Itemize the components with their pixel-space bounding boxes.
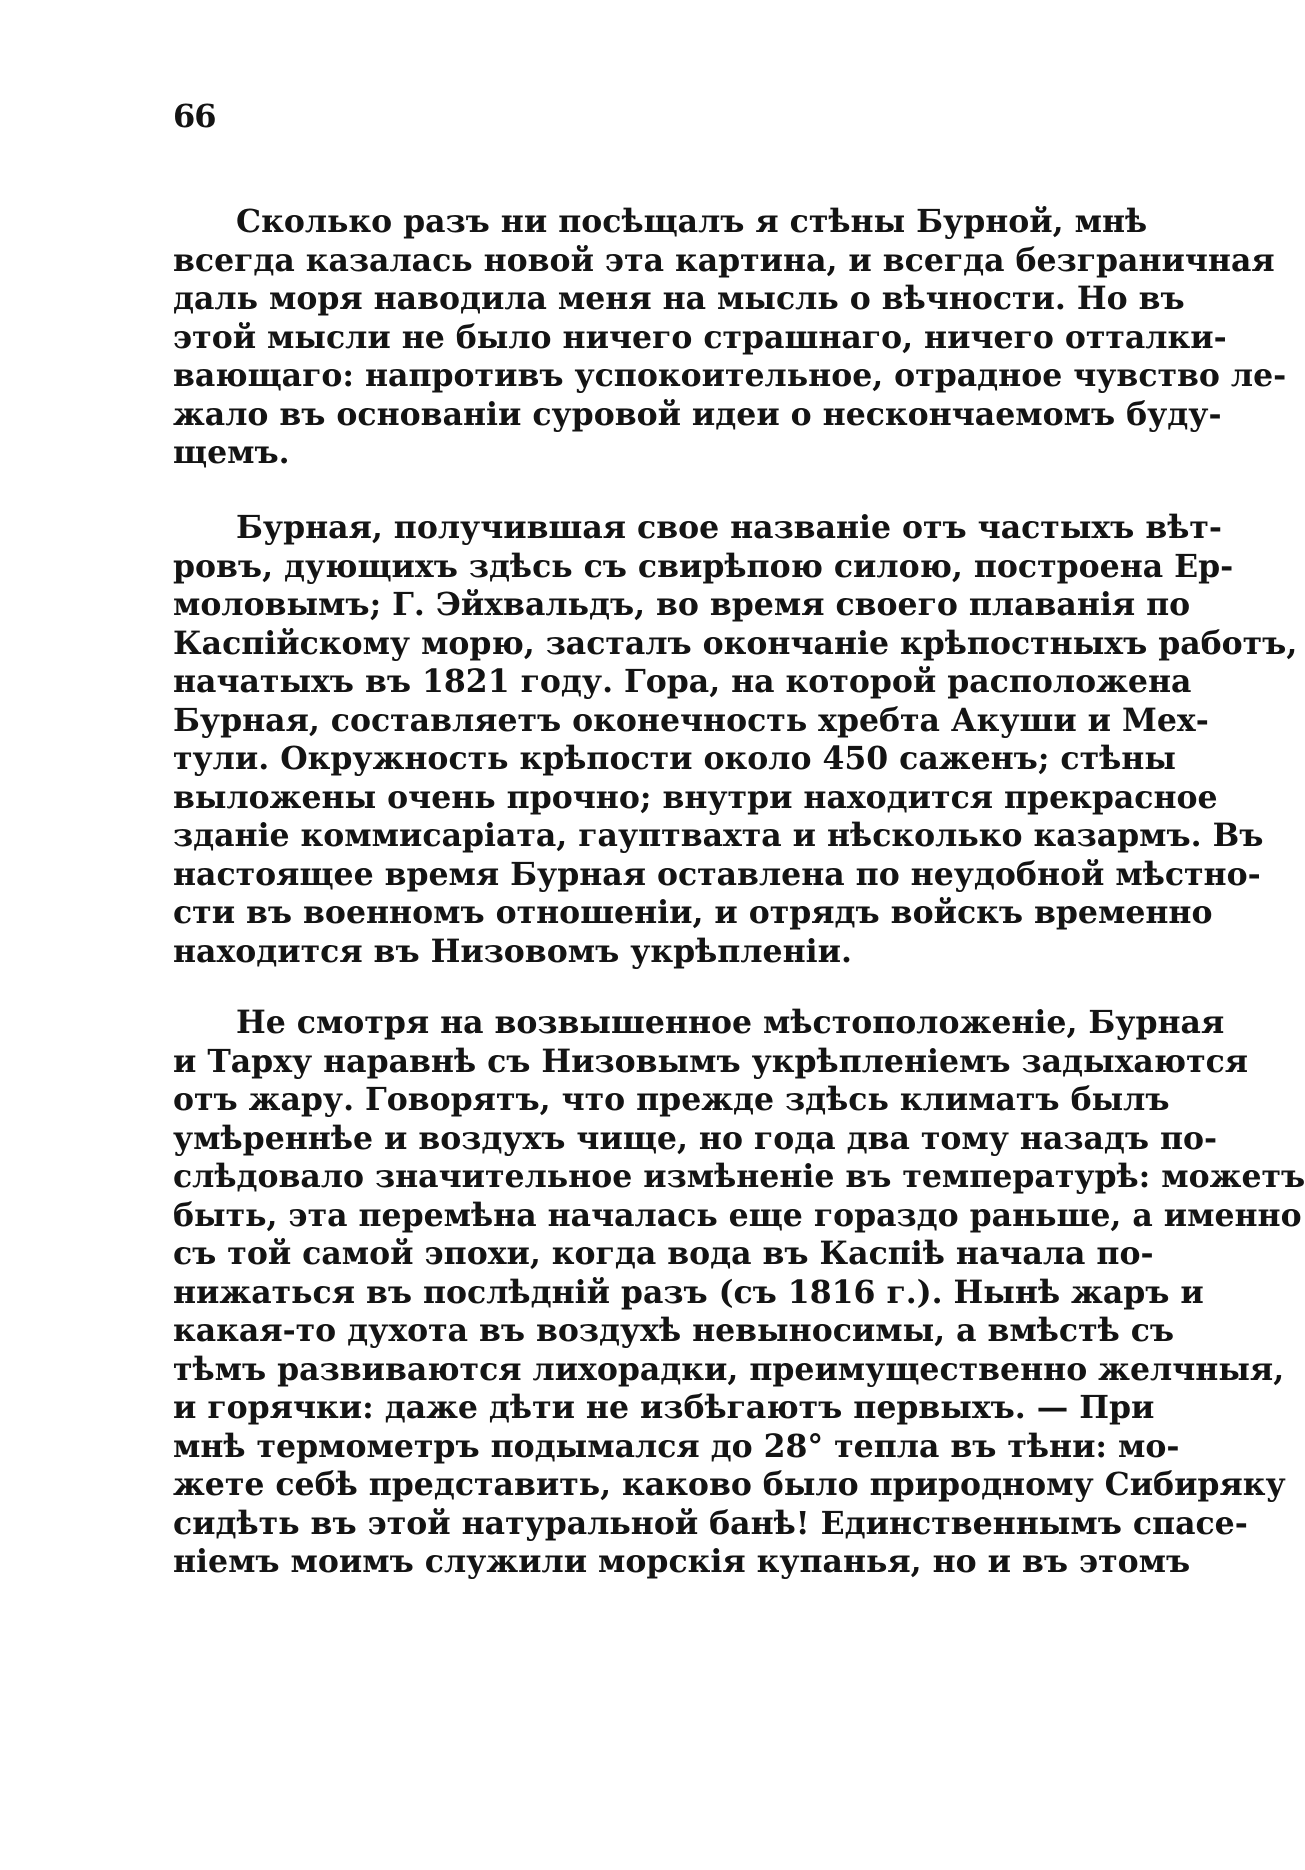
text-line: выложены очень прочно; внутри находится прекрасное bbox=[173, 778, 1218, 816]
text-line: настоящее время Бурная оставлена по неудобной мѣстно- bbox=[173, 855, 1261, 893]
text-line: ровъ, дующихъ здѣсь съ свирѣпою силою, построена Ер- bbox=[173, 547, 1234, 585]
text-line: этой мысли не было ничего страшнаго, ничего отталки- bbox=[173, 318, 1227, 356]
text-line: слѣдовало значительное измѣненіе въ температурѣ: можетъ bbox=[173, 1158, 1305, 1195]
text-line: жало въ основаніи суровой идеи о нескончаемомъ буду- bbox=[173, 395, 1222, 433]
text-line: щемъ. bbox=[173, 434, 290, 471]
text-line: всегда казалась новой эта картина, и всегда безграничная bbox=[173, 241, 1275, 279]
paragraph-3 bbox=[173, 1004, 1305, 1582]
text-line: нижаться въ послѣдній разъ (съ 1816 г.). Нынѣ жаръ и bbox=[173, 1273, 1204, 1311]
text-line: Каспійскому морю, засталъ окончаніе крѣпостныхъ работъ, bbox=[173, 624, 1298, 662]
text-line: начатыхъ въ 1821 году. Гора, на которой расположена bbox=[173, 663, 1192, 700]
text-line: вающаго: напротивъ успокоительное, отрадное чувство ле- bbox=[173, 357, 1287, 394]
text-line: умѣреннѣе и воздухъ чище, но года два тому назадъ по- bbox=[173, 1119, 1218, 1157]
text-line: моловымъ; Г. Эйхвальдъ, во время своего плаванія по bbox=[173, 586, 1191, 623]
text-line: тѣмъ развиваются лихорадки, преимущественно желчныя, bbox=[173, 1350, 1285, 1388]
text-line: Бурная, получившая свое названіе отъ частыхъ вѣт- bbox=[173, 509, 1222, 546]
text-line: находится въ Низовомъ укрѣпленіи. bbox=[173, 932, 852, 970]
text-line: ніемъ моимъ служили морскія купанья, но и въ этомъ bbox=[173, 1543, 1191, 1580]
text-line: какая-то духота въ воздухѣ невыносимы, а вмѣстѣ съ bbox=[173, 1312, 1175, 1349]
page-number: 66 bbox=[173, 97, 216, 135]
text-line: Бурная, составляетъ оконечность хребта Акуши и Мех- bbox=[173, 701, 1209, 739]
text-line: даль моря наводила меня на мысль о вѣчности. Но въ bbox=[173, 280, 1185, 317]
text-line: мнѣ термометръ подымался до 28° тепла въ тѣни: мо- bbox=[173, 1427, 1180, 1465]
text-line: и Тарху наравнѣ съ Низовымъ укрѣпленіемъ задыхаются bbox=[173, 1042, 1249, 1080]
text-line: Сколько разъ ни посѣщалъ я стѣны Бурной, мнѣ bbox=[173, 203, 1148, 240]
text-line: сидѣть въ этой натуральной банѣ! Единственнымъ спасе- bbox=[173, 1504, 1248, 1542]
text-line: быть, эта перемѣна началась еще гораздо раньше, а именно bbox=[173, 1196, 1302, 1234]
text-line: зданіе коммисаріата, гауптвахта и нѣсколько казармъ. Въ bbox=[173, 817, 1264, 854]
text-line: отъ жару. Говорятъ, что прежде здѣсь климатъ былъ bbox=[173, 1081, 1170, 1118]
paragraph-1 bbox=[173, 203, 1287, 473]
text-line: жете себѣ представить, каково было природному Сибиряку bbox=[173, 1466, 1286, 1503]
text-line: и горячки: даже дѣти не избѣгаютъ первыхъ. — При bbox=[173, 1389, 1155, 1426]
text-line: сти въ военномъ отношеніи, и отрядъ войскъ временно bbox=[173, 894, 1213, 931]
text-line: тули. Окружность крѣпости около 450 саженъ; стѣны bbox=[173, 740, 1176, 777]
text-line: съ той самой эпохи, когда вода въ Каспіѣ начала по- bbox=[173, 1235, 1154, 1272]
paragraph-2 bbox=[173, 509, 1298, 971]
text-line: Не смотря на возвышенное мѣстоположеніе, Бурная bbox=[173, 1004, 1225, 1041]
